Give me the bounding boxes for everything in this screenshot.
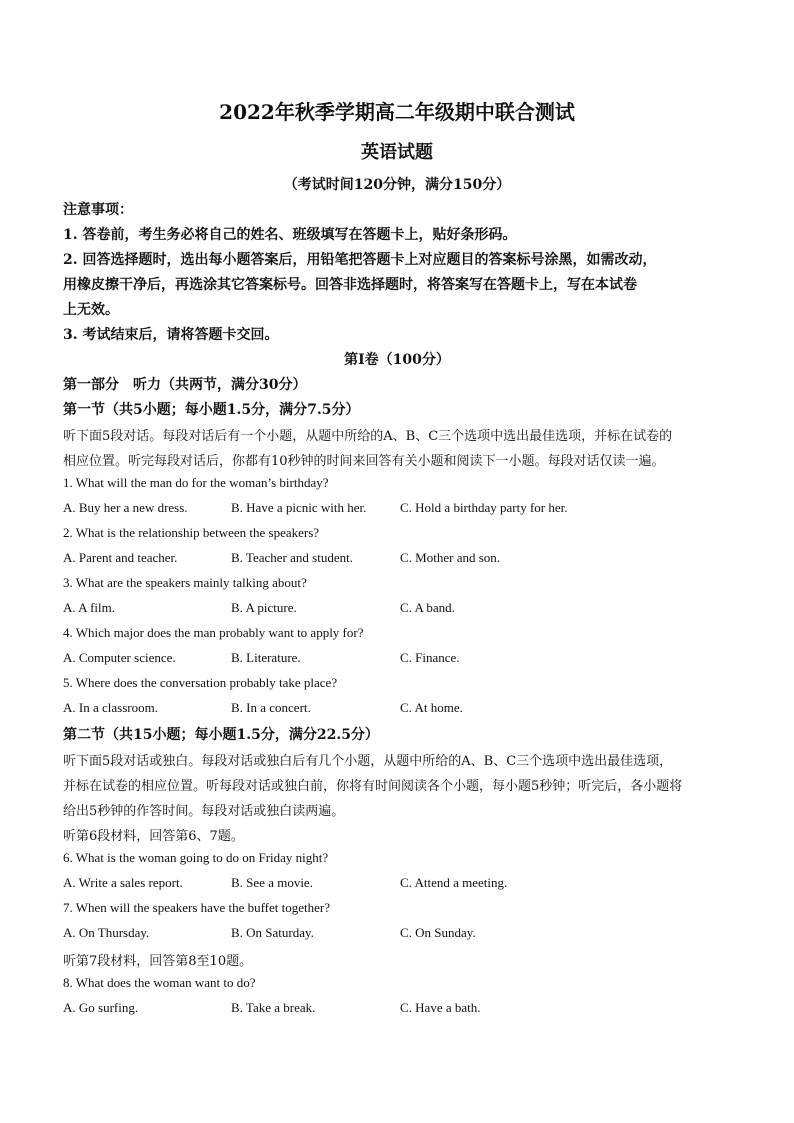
question-1-option-a: A. Buy her a new dress. [63, 500, 188, 515]
question-2-option-b: B. Teacher and student. [231, 550, 353, 565]
section2-intro-line-1: 听下面5段对话或独白。每段对话或独白后有几个小题，从题中所给的A、B、C三个选项中选出最佳选项， [63, 754, 673, 769]
question-7-option-b: B. On Saturday. [231, 925, 314, 940]
section1-heading: 第一节（共5小题；每小题1.5分，满分7.5分） [63, 402, 360, 418]
question-7-option-c: C. On Sunday. [400, 925, 476, 940]
question-8-option-b: B. Take a break. [231, 1000, 316, 1015]
notice-item-2-line-2: 用橡皮擦干净后，再选涂其它答案标号。回答非选择题时，将答案写在答题卡上，写在本试卷 [63, 277, 637, 293]
question-6-option-c: C. Attend a meeting. [400, 875, 508, 890]
question-2-option-a: A. Parent and teacher. [63, 550, 178, 565]
question-6-option-a: A. Write a sales report. [63, 875, 183, 890]
question-6: 6. What is the woman going to do on Friday night? [63, 850, 329, 865]
notice-item-2-line-1: 2. 回答选择题时，选出每小题答案后，用铅笔把答题卡上对应题目的答案标号涂黑，如需改动， [63, 252, 657, 268]
question-4-option-b: B. Literature. [231, 650, 301, 665]
exam-subtitle: 英语试题 [361, 142, 433, 163]
notice-item-2-line-3: 上无效。 [63, 302, 119, 318]
volume-heading: 第Ⅰ卷（100分） [344, 352, 450, 368]
material-6-instruction: 听第6段材料，回答第6、7题。 [63, 829, 244, 844]
question-4-option-a: A. Computer science. [63, 650, 176, 665]
question-5: 5. Where does the conversation probably take place? [63, 675, 338, 690]
notice-item-3: 3. 考试结束后，请将答题卡交回。 [63, 327, 279, 343]
question-7-option-a: A. On Thursday. [63, 925, 150, 940]
question-1: 1. What will the man do for the woman’s birthday? [63, 475, 329, 490]
section1-intro-line-1: 听下面5段对话。每段对话后有一个小题，从题中所给的A、B、C三个选项中选出最佳选项，并标在试卷的 [63, 429, 673, 444]
question-4: 4. Which major does the man probably want to apply for? [63, 625, 364, 640]
question-7: 7. When will the speakers have the buffet together? [63, 900, 331, 915]
question-6-option-b: B. See a movie. [231, 875, 313, 890]
question-2-option-c: C. Mother and son. [400, 550, 501, 565]
section2-intro-line-2: 并标在试卷的相应位置。听每段对话或独白前，你将有时间阅读各个小题，每小题5秒钟；听完后，各小题将 [63, 779, 683, 794]
question-5-option-b: B. In a concert. [231, 700, 311, 715]
question-1-option-b: B. Have a picnic with her. [231, 500, 367, 515]
question-3-option-c: C. A band. [400, 600, 455, 615]
exam-time-info: （考试时间120分钟，满分150分） [283, 177, 511, 193]
question-8-option-c: C. Have a bath. [400, 1000, 481, 1015]
question-2: 2. What is the relationship between the speakers? [63, 525, 320, 540]
notice-heading: 注意事项： [63, 202, 133, 218]
section1-intro-line-2: 相应位置。听完每段对话后，你都有10秒钟的时间来回答有关小题和阅读下一小题。每段对话仅读一遍。 [63, 454, 665, 469]
question-3-option-b: B. A picture. [231, 600, 297, 615]
section2-intro-line-3: 给出5秒钟的作答时间。每段对话或独白读两遍。 [63, 804, 345, 819]
question-5-option-c: C. At home. [400, 700, 463, 715]
question-5-option-a: A. In a classroom. [63, 700, 158, 715]
question-3-option-a: A. A film. [63, 600, 116, 615]
material-7-instruction: 听第7段材料，回答第8至10题。 [63, 954, 253, 969]
question-3: 3. What are the speakers mainly talking about? [63, 575, 307, 590]
question-8: 8. What does the woman want to do? [63, 975, 256, 990]
question-8-option-a: A. Go surfing. [63, 1000, 139, 1015]
notice-item-1: 1. 答卷前，考生务必将自己的姓名、班级填写在答题卡上，贴好条形码。 [63, 227, 517, 243]
question-1-option-c: C. Hold a birthday party for her. [400, 500, 568, 515]
question-4-option-c: C. Finance. [400, 650, 460, 665]
section2-heading: 第二节（共15小题；每小题1.5分，满分22.5分） [63, 727, 379, 743]
part1-heading: 第一部分 听力（共两节，满分30分） [63, 377, 307, 393]
exam-title: 2022年秋季学期高二年级期中联合测试 [219, 100, 575, 124]
